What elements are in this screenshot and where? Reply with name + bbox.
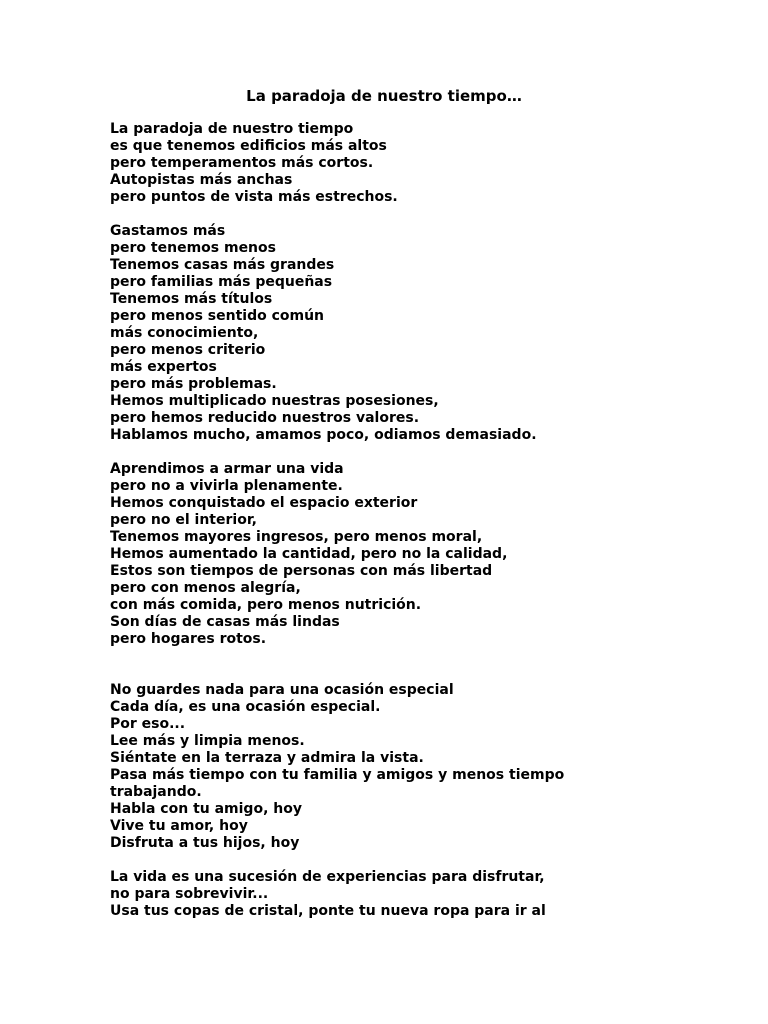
text-line: Pasa más tiempo con tu familia y amigos y menos tiempo (110, 767, 565, 783)
blank-line (110, 665, 730, 682)
text-line: pero temperamentos más cortos. (110, 155, 374, 171)
text-line: pero no a vivirla plenamente. (110, 478, 343, 494)
text-line: La vida es una sucesión de experiencias para disfrutar, (110, 869, 545, 885)
document-title: La paradoja de nuestro tiempo… (246, 87, 522, 105)
text-line: más conocimiento, (110, 325, 259, 341)
text-line: es que tenemos edificios más altos (110, 138, 387, 154)
text-line: Tenemos casas más grandes (110, 257, 335, 273)
text-line: Son días de casas más lindas (110, 614, 340, 630)
text-line: Hablamos mucho, amamos poco, odiamos demasiado. (110, 427, 537, 443)
text-line: pero menos sentido común (110, 308, 325, 324)
text-line: Lee más y limpia menos. (110, 733, 305, 749)
text-line: trabajando. (110, 784, 202, 800)
text-line: con más comida, pero menos nutrición. (110, 597, 422, 613)
text-line: pero más problemas. (110, 376, 277, 392)
text-line: pero tenemos menos (110, 240, 276, 256)
text-line: Hemos aumentado la cantidad, pero no la calidad, (110, 546, 508, 562)
blank-line (110, 648, 730, 665)
text-line: Gastamos más (110, 223, 226, 239)
text-line: Siéntate en la terraza y admira la vista. (110, 750, 424, 766)
text-line: Vive tu amor, hoy (110, 818, 248, 834)
text-line: No guardes nada para una ocasión especial (110, 682, 454, 698)
text-line: pero hemos reducido nuestros valores. (110, 410, 420, 426)
text-line: Tenemos más títulos (110, 291, 273, 307)
blank-line (110, 444, 730, 461)
text-line: pero no el interior, (110, 512, 257, 528)
document-body (110, 121, 730, 920)
text-line: Cada día, es una ocasión especial. (110, 699, 381, 715)
text-line: pero con menos alegría, (110, 580, 301, 596)
text-line: Tenemos mayores ingresos, pero menos moral, (110, 529, 483, 545)
blank-line (110, 852, 730, 869)
text-line: Aprendimos a armar una vida (110, 461, 344, 477)
text-line: Hemos multiplicado nuestras posesiones, (110, 393, 439, 409)
text-line: Usa tus copas de cristal, ponte tu nueva ropa para ir al (110, 903, 546, 919)
text-line: no para sobrevivir... (110, 886, 269, 902)
text-line: más expertos (110, 359, 217, 375)
text-line: La paradoja de nuestro tiempo (110, 121, 354, 137)
blank-line (110, 206, 730, 223)
text-line: Disfruta a tus hijos, hoy (110, 835, 300, 851)
text-line: pero familias más pequeñas (110, 274, 333, 290)
text-line: Estos son tiempos de personas con más libertad (110, 563, 493, 579)
text-line: pero puntos de vista más estrechos. (110, 189, 398, 205)
text-line: pero hogares rotos. (110, 631, 267, 647)
text-line: Por eso... (110, 716, 186, 732)
text-line: Hemos conquistado el espacio exterior (110, 495, 418, 511)
text-line: Autopistas más anchas (110, 172, 293, 188)
text-line: pero menos criterio (110, 342, 266, 358)
text-line: Habla con tu amigo, hoy (110, 801, 302, 817)
